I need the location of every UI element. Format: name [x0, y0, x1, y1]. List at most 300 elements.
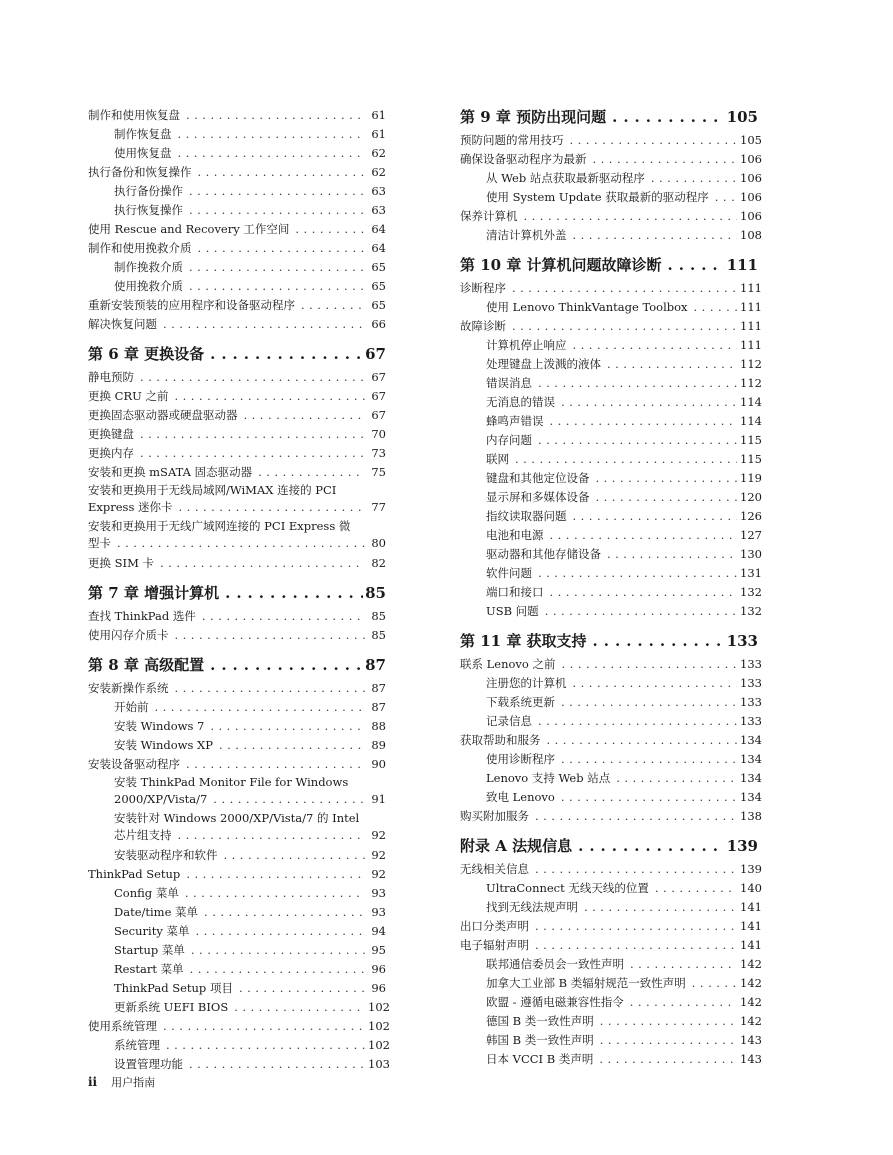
entry-page-number: 106 — [740, 209, 762, 223]
entry-page-number: 67 — [371, 389, 386, 403]
chapter-title: 第 11 章 获取支持 — [460, 632, 587, 650]
entry-page-number: 132 — [740, 604, 762, 618]
entry-page-number: 92 — [371, 828, 386, 842]
entry-page-number: 92 — [371, 848, 386, 862]
entry-title: UltraConnect 无线天线的位置 — [486, 881, 649, 895]
dot-leader — [600, 1031, 737, 1050]
toc-entry[interactable] — [88, 239, 386, 258]
dot-leader — [186, 106, 365, 125]
entry-page-number: 133 — [740, 676, 762, 690]
entry-title: 计算机停止响应 — [486, 338, 567, 352]
entry-page-number: 96 — [371, 962, 386, 976]
dot-leader — [573, 336, 738, 355]
toc-entry[interactable] — [88, 607, 386, 626]
dot-leader — [117, 535, 365, 552]
toc-entry[interactable] — [88, 922, 386, 941]
toc-entry[interactable] — [460, 317, 762, 336]
entry-page-number: 65 — [371, 279, 386, 293]
entry-page-number: 77 — [371, 500, 386, 514]
toc-chapter-heading[interactable] — [460, 254, 758, 276]
entry-page-number: 106 — [740, 152, 762, 166]
dot-leader — [538, 374, 737, 393]
entry-page-number: 63 — [371, 184, 386, 198]
entry-title: 欧盟 - 遵循电磁兼容性指令 — [486, 995, 624, 1009]
entry-title: 加拿大工业部 B 类辐射规范一致性声明 — [486, 976, 686, 990]
toc-entry[interactable] — [460, 298, 762, 317]
dot-leader — [140, 368, 365, 387]
toc-entry[interactable] — [460, 860, 762, 879]
entry-title: 键盘和其他定位设备 — [486, 471, 590, 485]
entry-page-number: 66 — [371, 317, 386, 331]
toc-entry[interactable] — [88, 144, 386, 163]
toc-entry[interactable] — [460, 564, 762, 583]
toc-entry[interactable] — [460, 750, 762, 769]
entry-title: 错误消息 — [486, 376, 532, 390]
entry-title: 清洁计算机外盖 — [486, 228, 567, 242]
dot-leader — [210, 343, 363, 365]
toc-entry[interactable] — [460, 583, 762, 602]
dot-leader — [239, 979, 365, 998]
toc-entry[interactable] — [88, 125, 386, 144]
dot-leader — [189, 1055, 365, 1074]
entry-page-number: 87 — [371, 700, 386, 714]
entry-page-number: 130 — [740, 547, 762, 561]
entry-page-number: 91 — [371, 792, 386, 806]
entry-title-line1: 安装和更换用于无线局域网/WiMAX 连接的 PCI — [88, 483, 337, 497]
toc-entry[interactable] — [460, 169, 762, 188]
toc-entry[interactable] — [88, 482, 386, 518]
footer-page-number: ii — [88, 1075, 98, 1089]
dot-leader — [178, 827, 366, 844]
entry-title: 故障诊断 — [460, 319, 506, 333]
entry-page-number: 65 — [371, 260, 386, 274]
toc-chapter-heading[interactable] — [88, 343, 386, 365]
toc-entry[interactable] — [460, 602, 762, 621]
toc-entry[interactable] — [88, 774, 386, 810]
toc-entry[interactable] — [88, 463, 386, 482]
entry-title: 使用系统管理 — [88, 1019, 157, 1033]
dot-leader — [178, 125, 366, 144]
entry-title: 系统管理 — [114, 1038, 160, 1052]
dot-leader — [210, 717, 365, 736]
entry-page-number: 134 — [740, 733, 762, 747]
entry-title: Lenovo 支持 Web 站点 — [486, 771, 611, 785]
entry-page-number: 88 — [371, 719, 386, 733]
entry-title: 驱动器和其他存储设备 — [486, 547, 601, 561]
dot-leader — [538, 564, 737, 583]
toc-entry[interactable] — [88, 626, 386, 645]
entry-title: 显示屏和多媒体设备 — [486, 490, 590, 504]
toc-entry[interactable] — [460, 731, 762, 750]
entry-title: 制作挽救介质 — [114, 260, 183, 274]
entry-page-number: 112 — [740, 376, 762, 390]
entry-page-number: 102 — [368, 1038, 390, 1052]
toc-entry[interactable] — [460, 1031, 762, 1050]
dot-leader — [163, 1017, 365, 1036]
dot-leader — [692, 974, 737, 993]
toc-entry[interactable] — [460, 993, 762, 1012]
dot-leader — [191, 941, 365, 960]
entry-page-number: 96 — [371, 981, 386, 995]
entry-title: 使用诊断程序 — [486, 752, 555, 766]
entry-page-number: 126 — [740, 509, 762, 523]
entry-page-number: 102 — [368, 1019, 390, 1033]
entry-page-number: 67 — [371, 408, 386, 422]
entry-page-number: 133 — [740, 714, 762, 728]
toc-entry[interactable] — [460, 788, 762, 807]
entry-page-number: 87 — [371, 681, 386, 695]
entry-title: 安装和更换 mSATA 固态驱动器 — [88, 465, 253, 479]
entry-page-number: 82 — [371, 556, 386, 570]
toc-entry[interactable] — [460, 393, 762, 412]
entry-page-number: 105 — [740, 133, 762, 147]
chapter-page-number: 67 — [365, 345, 386, 363]
toc-entry[interactable] — [88, 679, 386, 698]
dot-leader — [155, 698, 366, 717]
chapter-page-number: 133 — [726, 632, 758, 650]
toc-entry[interactable] — [460, 507, 762, 526]
toc-entry[interactable] — [88, 884, 386, 903]
toc-entry[interactable] — [88, 846, 386, 865]
entry-title: 更换内存 — [88, 446, 134, 460]
entry-page-number: 106 — [740, 190, 762, 204]
dot-leader — [607, 545, 737, 564]
toc-entry[interactable] — [460, 955, 762, 974]
entry-title: 更换 CRU 之前 — [88, 389, 169, 403]
dot-leader — [225, 582, 363, 604]
entry-title-row2 — [114, 827, 386, 844]
toc-chapter-heading[interactable] — [460, 630, 758, 652]
entry-page-number: 64 — [371, 241, 386, 255]
dot-leader — [198, 239, 366, 258]
toc-entry[interactable] — [88, 1055, 390, 1074]
entry-title: 端口和接口 — [486, 585, 544, 599]
toc-entry[interactable] — [88, 387, 386, 406]
entry-title: 执行备份操作 — [114, 184, 183, 198]
footer-doc-title: 用户指南 — [111, 1076, 156, 1089]
chapter-title: 第 7 章 增强计算机 — [88, 584, 220, 602]
toc-entry[interactable] — [88, 998, 390, 1017]
entry-page-number: 92 — [371, 867, 386, 881]
dot-leader — [593, 150, 738, 169]
dot-leader — [562, 655, 737, 674]
dot-leader — [140, 444, 365, 463]
toc-entry[interactable] — [88, 1017, 390, 1036]
toc-entry[interactable] — [460, 974, 762, 993]
toc-chapter-heading[interactable] — [88, 582, 386, 604]
dot-leader — [189, 182, 365, 201]
dot-leader — [616, 769, 737, 788]
dot-leader — [202, 607, 365, 626]
toc-entry[interactable] — [460, 1050, 762, 1069]
entry-title-row2 — [88, 499, 386, 516]
entry-page-number: 141 — [740, 919, 762, 933]
entry-page-number: 142 — [740, 1014, 762, 1028]
entry-page-number: 115 — [740, 452, 762, 466]
entry-title: 购买附加服务 — [460, 809, 529, 823]
entry-page-number: 143 — [740, 1033, 762, 1047]
toc-entry[interactable] — [88, 201, 386, 220]
toc-entry[interactable] — [460, 545, 762, 564]
entry-title: 致电 Lenovo — [486, 790, 555, 804]
chapter-title: 附录 A 法规信息 — [460, 837, 573, 855]
toc-entry[interactable] — [460, 226, 762, 245]
entry-page-number: 112 — [740, 357, 762, 371]
entry-title: 制作和使用挽救介质 — [88, 241, 192, 255]
toc-entry[interactable] — [88, 518, 386, 554]
toc-entry[interactable] — [460, 898, 762, 917]
toc-entry[interactable] — [460, 374, 762, 393]
entry-title: 注册您的计算机 — [486, 676, 567, 690]
toc-entry[interactable] — [88, 106, 386, 125]
dot-leader — [538, 712, 737, 731]
dot-leader — [550, 412, 738, 431]
dot-leader — [210, 654, 363, 676]
entry-title-line2: 2000/XP/Vista/7 — [114, 792, 208, 806]
dot-leader — [258, 463, 365, 482]
entry-title: 蜂鸣声错误 — [486, 414, 544, 428]
entry-title: USB 问题 — [486, 604, 539, 618]
toc-entry[interactable] — [460, 355, 762, 374]
dot-leader — [715, 188, 737, 207]
toc-entry[interactable] — [88, 554, 386, 573]
entry-title: 找到无线法规声明 — [486, 900, 578, 914]
entry-page-number: 133 — [740, 657, 762, 671]
dot-leader — [189, 277, 365, 296]
entry-page-number: 133 — [740, 695, 762, 709]
toc-entry[interactable] — [460, 431, 762, 450]
dot-leader — [651, 169, 737, 188]
entry-page-number: 132 — [740, 585, 762, 599]
dot-leader — [600, 1012, 737, 1031]
entry-title: 出口分类声明 — [460, 919, 529, 933]
dot-leader — [570, 131, 738, 150]
entry-title: 安装 Windows XP — [114, 738, 213, 752]
toc-entry[interactable] — [88, 698, 386, 717]
entry-title-line1: 安装针对 Windows 2000/XP/Vista/7 的 Intel — [114, 811, 360, 825]
entry-title: 静电预防 — [88, 370, 134, 384]
entry-title: 德国 B 类一致性声明 — [486, 1014, 594, 1028]
toc-entry[interactable] — [460, 450, 762, 469]
toc-entry[interactable] — [88, 979, 386, 998]
toc-entry[interactable] — [460, 693, 762, 712]
entry-page-number: 85 — [371, 628, 386, 642]
entry-title: 制作恢复盘 — [114, 127, 172, 141]
dot-leader — [599, 1050, 737, 1069]
toc-entry[interactable] — [88, 220, 386, 239]
entry-page-number: 106 — [740, 171, 762, 185]
entry-page-number: 64 — [371, 222, 386, 236]
entry-title: 诊断程序 — [460, 281, 506, 295]
dot-leader — [596, 488, 738, 507]
entry-title: 安装 Windows 7 — [114, 719, 205, 733]
toc-entry[interactable] — [88, 368, 386, 387]
entry-page-number: 90 — [371, 757, 386, 771]
entry-title: 预防问题的常用技巧 — [460, 133, 564, 147]
entry-page-number: 120 — [740, 490, 762, 504]
entry-page-number: 114 — [740, 395, 762, 409]
chapter-title: 第 9 章 预防出现问题 — [460, 108, 607, 126]
toc-entry[interactable] — [460, 769, 762, 788]
toc-entry[interactable] — [460, 188, 762, 207]
entry-page-number: 65 — [371, 298, 386, 312]
entry-title: 执行恢复操作 — [114, 203, 183, 217]
entry-page-number: 141 — [740, 900, 762, 914]
toc-entry[interactable] — [88, 425, 386, 444]
dot-leader — [224, 846, 366, 865]
entry-title-line2: Express 迷你卡 — [88, 500, 173, 514]
dot-leader — [535, 917, 737, 936]
dot-leader — [186, 865, 365, 884]
toc-chapter-heading[interactable] — [88, 654, 386, 676]
entry-title: 解决恢复问题 — [88, 317, 157, 331]
chapter-page-number: 111 — [726, 256, 758, 274]
toc-entry[interactable] — [88, 903, 386, 922]
toc-entry[interactable] — [88, 315, 386, 334]
entry-title: Config 菜单 — [114, 886, 179, 900]
entry-title: ThinkPad Setup — [88, 867, 181, 881]
entry-page-number: 85 — [371, 609, 386, 623]
entry-title-row2 — [114, 791, 386, 808]
toc-entry[interactable] — [460, 336, 762, 355]
entry-title: Date/time 菜单 — [114, 905, 199, 919]
entry-title: 电池和电源 — [486, 528, 544, 542]
toc-right-column — [460, 106, 762, 1069]
entry-title: 查找 ThinkPad 选件 — [88, 609, 196, 623]
entry-page-number: 142 — [740, 976, 762, 990]
toc-entry[interactable] — [460, 526, 762, 545]
toc-left-column — [88, 106, 390, 1074]
entry-page-number: 134 — [740, 752, 762, 766]
toc-entry[interactable] — [88, 755, 386, 774]
entry-page-number: 131 — [740, 566, 762, 580]
entry-title: 更换固态驱动器或硬盘驱动器 — [88, 408, 238, 422]
toc-entry[interactable] — [88, 182, 386, 201]
toc-entry[interactable] — [88, 810, 386, 846]
toc-entry[interactable] — [460, 674, 762, 693]
toc-entry[interactable] — [460, 488, 762, 507]
dot-leader — [189, 201, 365, 220]
toc-entry[interactable] — [460, 207, 762, 226]
dot-leader — [219, 736, 365, 755]
entry-title-line1: 安装 ThinkPad Monitor File for Windows — [114, 775, 349, 789]
entry-title: 更新系统 UEFI BIOS — [114, 1000, 229, 1014]
toc-entry[interactable] — [460, 655, 762, 674]
toc-chapter-heading[interactable] — [460, 835, 758, 857]
entry-title: 使用 System Update 获取最新的驱动程序 — [486, 190, 709, 204]
dot-leader — [195, 922, 365, 941]
toc-entry[interactable] — [88, 941, 386, 960]
entry-title-row2 — [88, 535, 386, 552]
toc-entry[interactable] — [460, 807, 762, 826]
toc-entry[interactable] — [88, 717, 386, 736]
entry-title-line1: 安装和更换用于无线广域网连接的 PCI Express 微 — [88, 519, 351, 533]
dot-leader — [234, 998, 365, 1017]
dot-leader — [190, 960, 365, 979]
entry-title: 无线相关信息 — [460, 862, 529, 876]
entry-title: 韩国 B 类一致性声明 — [486, 1033, 594, 1047]
toc-entry[interactable] — [460, 469, 762, 488]
entry-title: 重新安装预装的应用程序和设备驱动程序 — [88, 298, 295, 312]
entry-title: 联网 — [486, 452, 509, 466]
dot-leader — [535, 860, 737, 879]
toc-entry[interactable] — [460, 131, 762, 150]
dot-leader — [550, 526, 738, 545]
toc-entry[interactable] — [88, 258, 386, 277]
entry-title: 日本 VCCI B 类声明 — [486, 1052, 594, 1066]
entry-title: 保养计算机 — [460, 209, 518, 223]
toc-entry[interactable] — [460, 917, 762, 936]
toc-entry[interactable] — [460, 1012, 762, 1031]
dot-leader — [630, 993, 737, 1012]
entry-title: 确保设备驱动程序为最新 — [460, 152, 587, 166]
toc-entry[interactable] — [88, 865, 386, 884]
entry-page-number: 67 — [371, 370, 386, 384]
dot-leader — [175, 626, 366, 645]
dot-leader — [545, 602, 737, 621]
toc-entry[interactable] — [460, 712, 762, 731]
toc-entry[interactable] — [88, 296, 386, 315]
dot-leader — [694, 298, 737, 317]
entry-page-number: 94 — [371, 924, 386, 938]
toc-entry[interactable] — [88, 444, 386, 463]
dot-leader — [655, 879, 737, 898]
entry-page-number: 142 — [740, 957, 762, 971]
toc-entry[interactable] — [88, 163, 386, 182]
entry-page-number: 62 — [371, 146, 386, 160]
dot-leader — [538, 431, 737, 450]
toc-entry[interactable] — [460, 150, 762, 169]
dot-leader — [301, 296, 365, 315]
entry-page-number: 62 — [371, 165, 386, 179]
toc-chapter-heading[interactable] — [460, 106, 758, 128]
chapter-page-number: 87 — [365, 656, 386, 674]
dot-leader — [668, 254, 725, 276]
toc-entry[interactable] — [460, 936, 762, 955]
chapter-title: 第 10 章 计算机问题故障诊断 — [460, 256, 662, 274]
entry-title: 电子辐射声明 — [460, 938, 529, 952]
entry-page-number: 93 — [371, 905, 386, 919]
entry-title: 开始前 — [114, 700, 149, 714]
chapter-title: 第 6 章 更换设备 — [88, 345, 205, 363]
toc-entry[interactable] — [88, 736, 386, 755]
entry-page-number: 114 — [740, 414, 762, 428]
dot-leader — [596, 469, 738, 488]
dot-leader — [630, 955, 737, 974]
entry-title: 下载系统更新 — [486, 695, 555, 709]
dot-leader — [185, 884, 365, 903]
dot-leader — [189, 258, 365, 277]
entry-page-number: 95 — [371, 943, 386, 957]
dot-leader — [593, 630, 725, 652]
toc-entry[interactable] — [460, 412, 762, 431]
entry-title: 处理键盘上泼溅的液体 — [486, 357, 601, 371]
entry-page-number: 134 — [740, 771, 762, 785]
entry-page-number: 102 — [368, 1000, 390, 1014]
toc-entry[interactable] — [88, 277, 386, 296]
toc-entry[interactable] — [88, 1036, 390, 1055]
toc-entry[interactable] — [460, 879, 762, 898]
entry-page-number: 70 — [371, 427, 386, 441]
dot-leader — [204, 903, 365, 922]
entry-page-number: 103 — [368, 1057, 390, 1071]
entry-title-line2: 芯片组支持 — [114, 828, 172, 842]
entry-page-number: 140 — [740, 881, 762, 895]
toc-entry[interactable] — [460, 279, 762, 298]
toc-entry[interactable] — [88, 960, 386, 979]
toc-entry[interactable] — [88, 406, 386, 425]
entry-page-number: 127 — [740, 528, 762, 542]
